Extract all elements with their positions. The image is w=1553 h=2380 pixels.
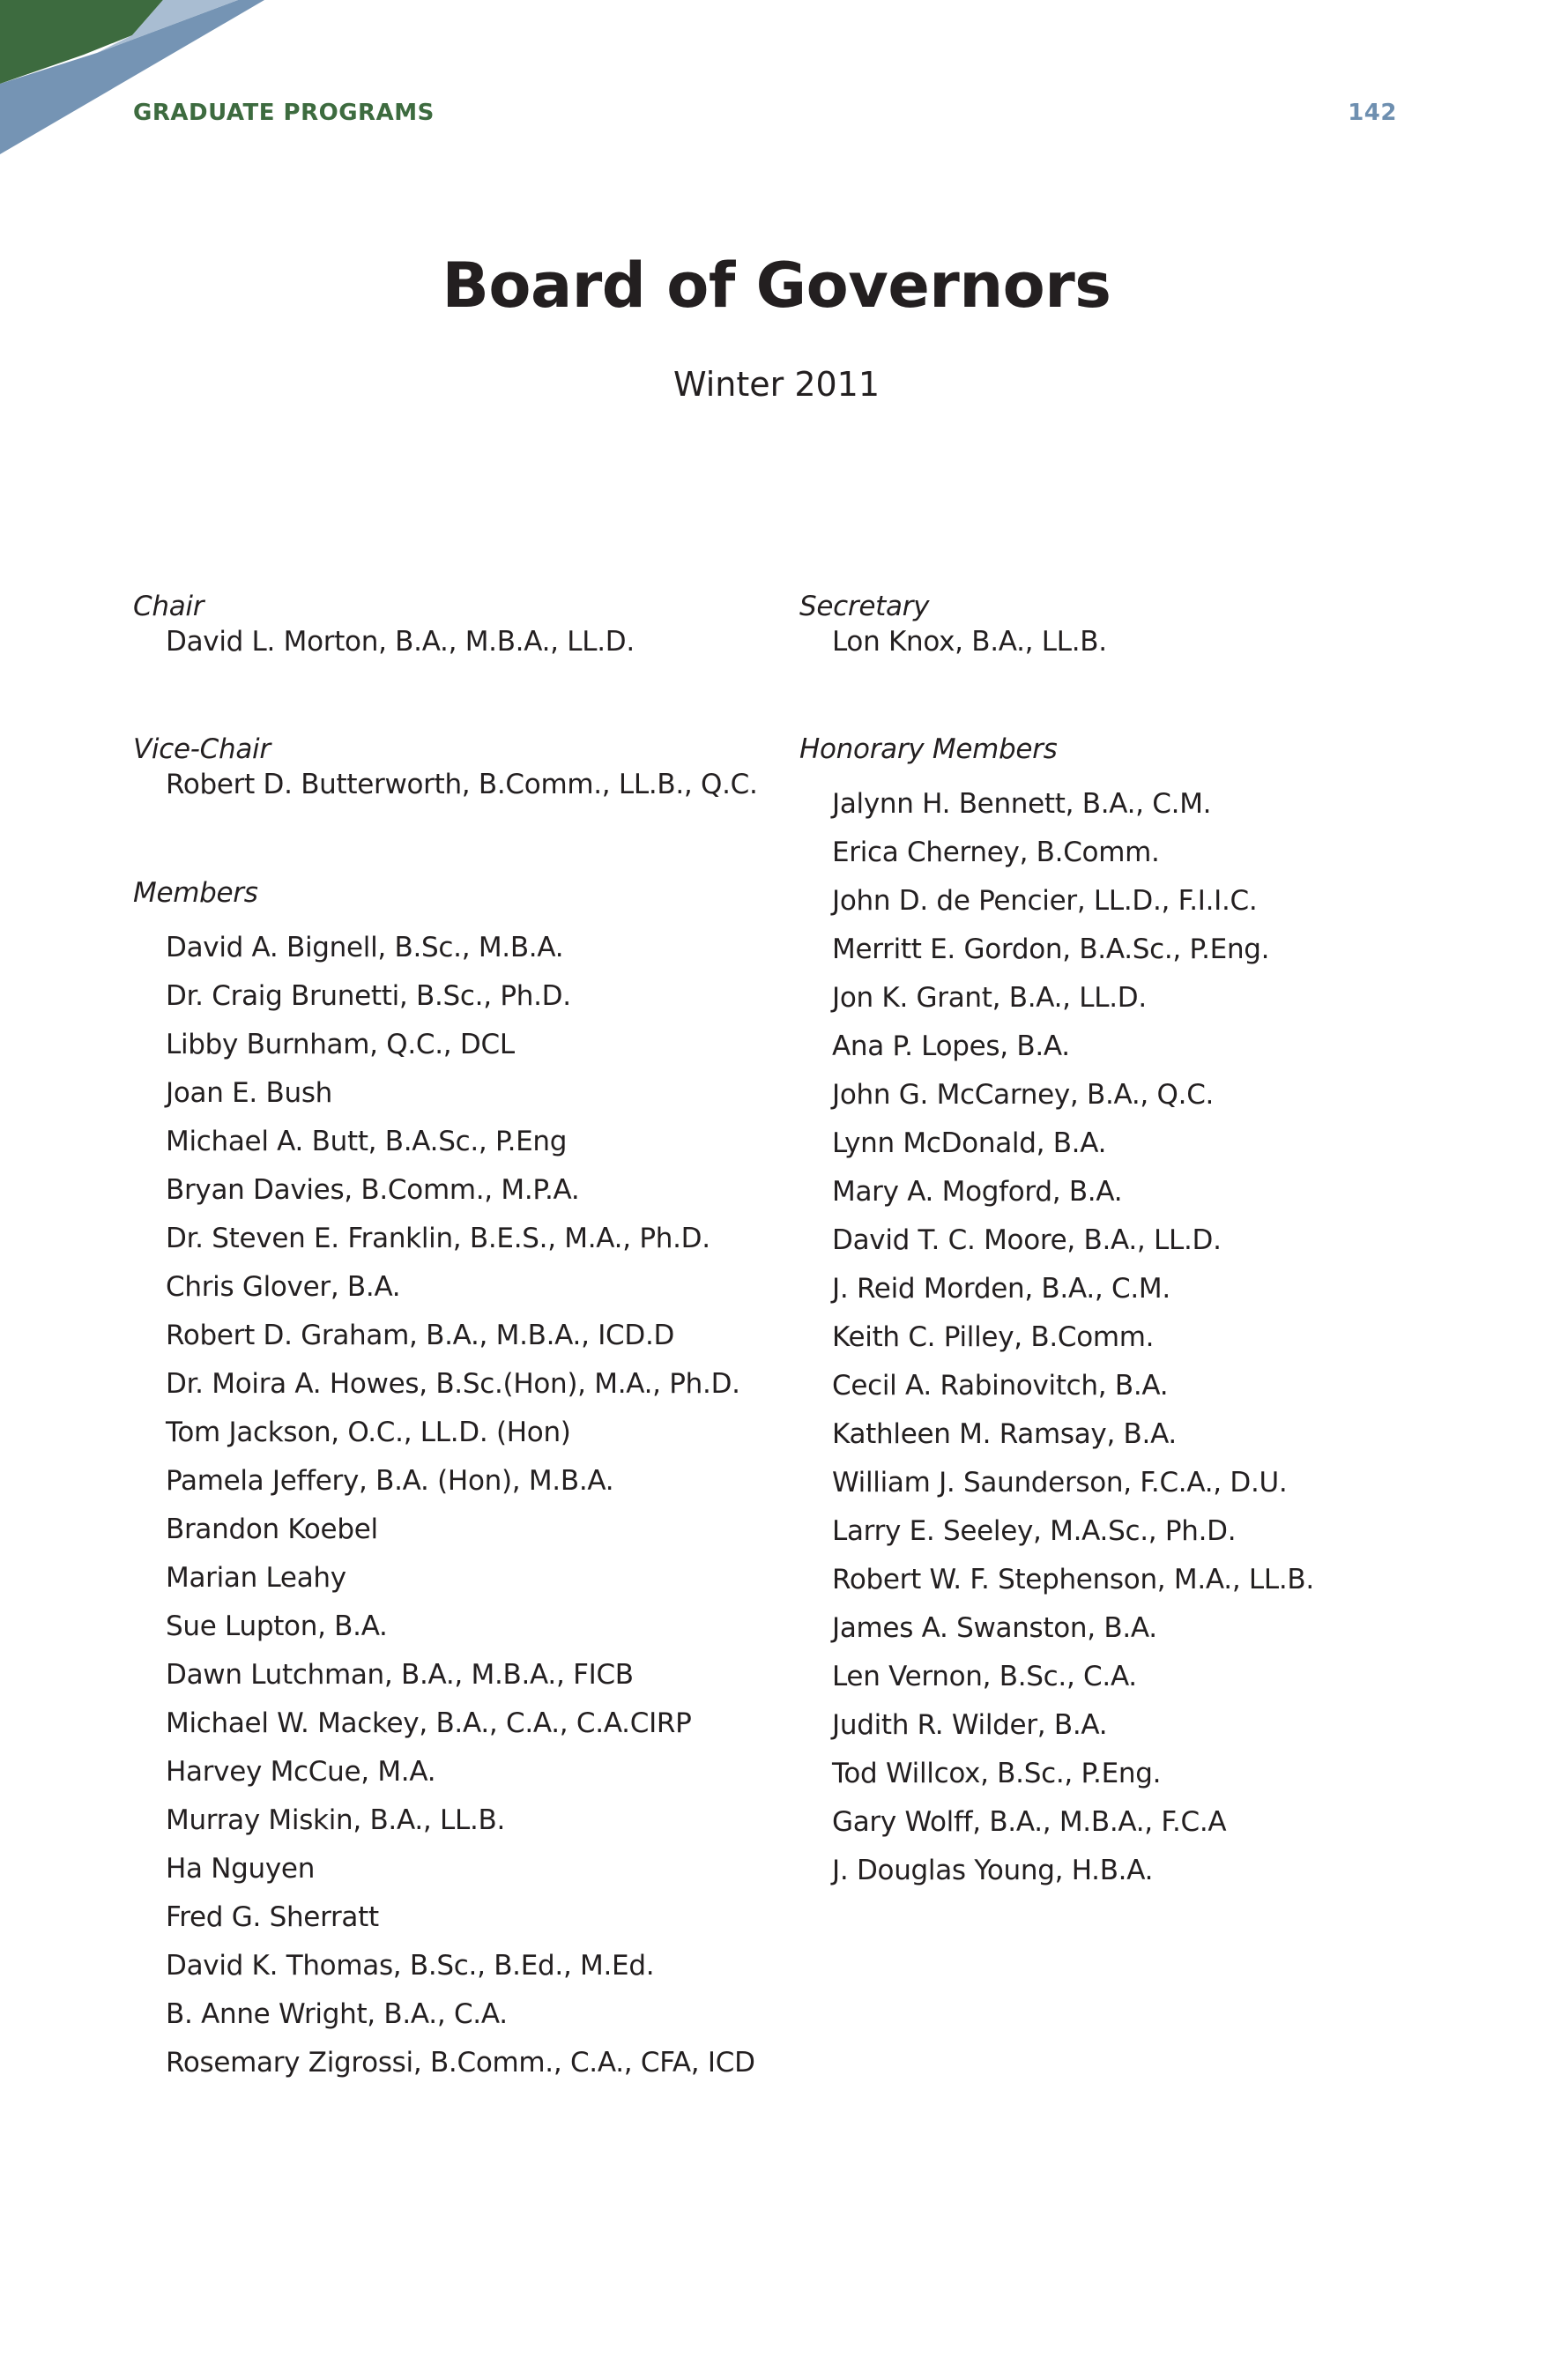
corner-swoosh-graphic xyxy=(0,0,264,176)
honorary-members-list xyxy=(799,780,1314,1895)
honorary-member-name: William J. Saunderson, F.C.A., D.U. xyxy=(832,1467,1288,1499)
member-name: Brandon Koebel xyxy=(166,1514,378,1545)
chair-name: David L. Morton, B.A., M.B.A., LL.D. xyxy=(166,626,635,658)
honorary-member-name: Tod Willcox, B.Sc., P.Eng. xyxy=(832,1758,1162,1789)
member-name: David A. Bignell, B.Sc., M.B.A. xyxy=(166,932,564,963)
secretary-name: Lon Knox, B.A., LL.B. xyxy=(832,626,1107,658)
honorary-member-name: Len Vernon, B.Sc., C.A. xyxy=(832,1661,1137,1692)
member-name: Michael A. Butt, B.A.Sc., P.Eng xyxy=(166,1126,568,1157)
chair-group xyxy=(133,589,635,659)
honorary-member-name: Robert W. F. Stephenson, M.A., LL.B. xyxy=(832,1564,1314,1595)
page-subtitle: Winter 2011 xyxy=(672,365,881,404)
member-name: Dr. Craig Brunetti, B.Sc., Ph.D. xyxy=(166,980,571,1012)
honorary-member-name: Cecil A. Rabinovitch, B.A. xyxy=(832,1370,1169,1402)
members-group xyxy=(133,875,755,2087)
honorary-member-name: Judith R. Wilder, B.A. xyxy=(832,1709,1108,1741)
honorary-member-name: Kathleen M. Ramsay, B.A. xyxy=(832,1418,1177,1450)
vice-chair-label: Vice-Chair xyxy=(133,733,271,765)
members-label: Members xyxy=(133,877,258,909)
member-name: B. Anne Wright, B.A., C.A. xyxy=(166,1998,508,2030)
honorary-member-name: Gary Wolff, B.A., M.B.A., F.C.A xyxy=(832,1806,1227,1838)
honorary-member-name: James A. Swanston, B.A. xyxy=(832,1612,1157,1644)
member-name: Libby Burnham, Q.C., DCL xyxy=(166,1029,515,1060)
honorary-member-name: Jalynn H. Bennett, B.A., C.M. xyxy=(832,788,1212,820)
member-name: Murray Miskin, B.A., LL.B. xyxy=(166,1804,506,1836)
honorary-member-name: Mary A. Mogford, B.A. xyxy=(832,1176,1123,1208)
member-name: Rosemary Zigrossi, B.Comm., C.A., CFA, ICD xyxy=(166,2047,755,2079)
member-name: Pamela Jeffery, B.A. (Hon), M.B.A. xyxy=(166,1465,614,1497)
member-name: Dr. Moira A. Howes, B.Sc.(Hon), M.A., Ph.D. xyxy=(166,1368,740,1400)
member-name: Ha Nguyen xyxy=(166,1853,316,1885)
page-title: Board of Governors xyxy=(442,249,1111,322)
member-name: David K. Thomas, B.Sc., B.Ed., M.Ed. xyxy=(166,1950,655,1982)
member-name: Dr. Steven E. Franklin, B.E.S., M.A., Ph.D. xyxy=(166,1223,710,1254)
honorary-member-name: John G. McCarney, B.A., Q.C. xyxy=(832,1079,1215,1111)
members-list xyxy=(133,924,755,2087)
secretary-group xyxy=(799,589,1107,659)
honorary-members-group xyxy=(799,732,1314,1895)
member-name: Marian Leahy xyxy=(166,1562,346,1594)
honorary-member-name: Keith C. Pilley, B.Comm. xyxy=(832,1321,1155,1353)
member-name: Joan E. Bush xyxy=(166,1077,333,1109)
honorary-members-label: Honorary Members xyxy=(799,733,1058,765)
running-head-section: GRADUATE PROGRAMS xyxy=(133,100,435,126)
honorary-member-name: Lynn McDonald, B.A. xyxy=(832,1127,1107,1159)
member-name: Robert D. Graham, B.A., M.B.A., ICD.D xyxy=(166,1320,675,1351)
honorary-member-name: J. Reid Morden, B.A., C.M. xyxy=(832,1273,1170,1305)
chair-label: Chair xyxy=(133,591,204,622)
page-number: 142 xyxy=(1348,100,1397,126)
honorary-member-name: Larry E. Seeley, M.A.Sc., Ph.D. xyxy=(832,1515,1237,1547)
honorary-member-name: J. Douglas Young, H.B.A. xyxy=(832,1855,1154,1886)
secretary-label: Secretary xyxy=(799,591,930,622)
honorary-member-name: Erica Cherney, B.Comm. xyxy=(832,837,1160,868)
member-name: Bryan Davies, B.Comm., M.P.A. xyxy=(166,1174,580,1206)
honorary-member-name: John D. de Pencier, LL.D., F.I.I.C. xyxy=(832,885,1258,917)
member-name: Chris Glover, B.A. xyxy=(166,1271,401,1303)
member-name: Dawn Lutchman, B.A., M.B.A., FICB xyxy=(166,1659,634,1691)
honorary-member-name: Jon K. Grant, B.A., LL.D. xyxy=(832,982,1147,1014)
member-name: Fred G. Sherratt xyxy=(166,1901,379,1933)
member-name: Tom Jackson, O.C., LL.D. (Hon) xyxy=(166,1417,571,1448)
honorary-member-name: Merritt E. Gordon, B.A.Sc., P.Eng. xyxy=(832,933,1270,965)
vice-chair-name: Robert D. Butterworth, B.Comm., LL.B., Q.C. xyxy=(166,769,758,800)
member-name: Harvey McCue, M.A. xyxy=(166,1756,436,1788)
honorary-member-name: Ana P. Lopes, B.A. xyxy=(832,1030,1070,1062)
honorary-member-name: David T. C. Moore, B.A., LL.D. xyxy=(832,1224,1222,1256)
vice-chair-group xyxy=(133,732,758,802)
member-name: Sue Lupton, B.A. xyxy=(166,1610,388,1642)
member-name: Michael W. Mackey, B.A., C.A., C.A.CIRP xyxy=(166,1707,692,1739)
